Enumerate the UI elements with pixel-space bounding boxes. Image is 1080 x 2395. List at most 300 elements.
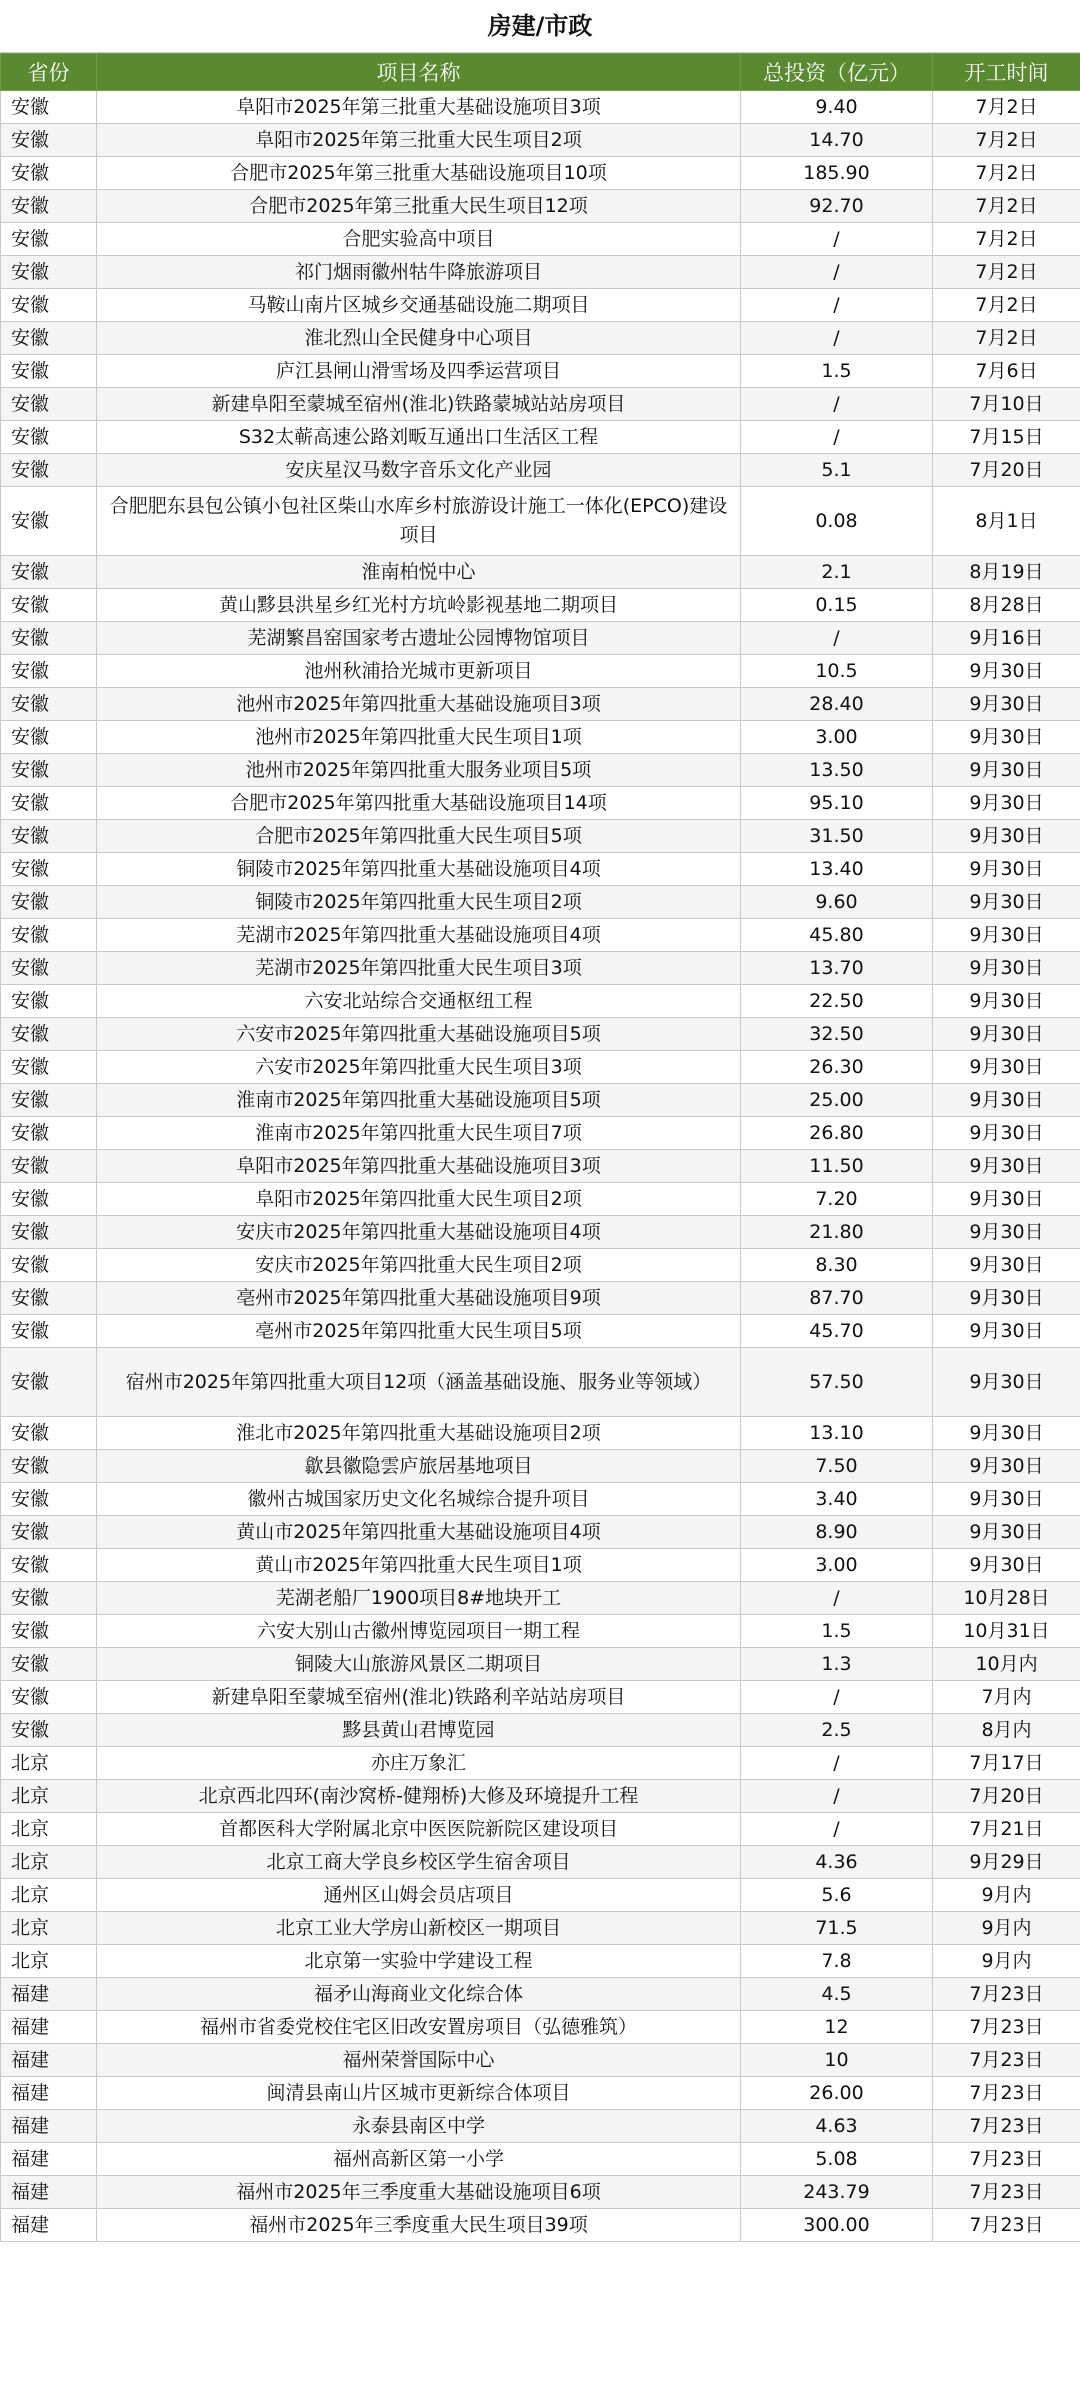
- cell-project-name: 合肥市2025年第四批重大基础设施项目14项: [97, 787, 741, 820]
- cell-project-name: 亦庄万象汇: [97, 1747, 741, 1780]
- cell-investment: /: [741, 1780, 933, 1813]
- cell-start-time: 9月30日: [933, 1249, 1080, 1282]
- cell-investment: 13.70: [741, 952, 933, 985]
- header-investment: 总投资（亿元）: [741, 54, 933, 91]
- cell-start-time: 10月内: [933, 1648, 1080, 1681]
- cell-project-name: 马鞍山南片区城乡交通基础设施二期项目: [97, 289, 741, 322]
- table-row: [1, 1150, 1080, 1183]
- cell-investment: 4.5: [741, 1978, 933, 2011]
- cell-province: 安徽: [1, 1282, 97, 1315]
- cell-province: 安徽: [1, 820, 97, 853]
- cell-investment: 1.3: [741, 1648, 933, 1681]
- cell-start-time: 9月16日: [933, 622, 1080, 655]
- table-row: [1, 2011, 1080, 2044]
- table-body: [1, 91, 1080, 2242]
- cell-investment: 4.63: [741, 2110, 933, 2143]
- table-row: [1, 952, 1080, 985]
- cell-investment: 13.10: [741, 1417, 933, 1450]
- cell-project-name: 福州市省委党校住宅区旧改安置房项目（弘德雅筑）: [97, 2011, 741, 2044]
- cell-investment: 3.40: [741, 1483, 933, 1516]
- cell-investment: 22.50: [741, 985, 933, 1018]
- cell-start-time: 7月23日: [933, 2044, 1080, 2077]
- table-row: [1, 1084, 1080, 1117]
- cell-start-time: 9月30日: [933, 655, 1080, 688]
- cell-investment: 2.1: [741, 556, 933, 589]
- cell-investment: /: [741, 1681, 933, 1714]
- cell-province: 安徽: [1, 1516, 97, 1549]
- table-row: [1, 1216, 1080, 1249]
- cell-start-time: 9月30日: [933, 886, 1080, 919]
- cell-project-name: 合肥市2025年第三批重大民生项目12项: [97, 190, 741, 223]
- cell-investment: 87.70: [741, 1282, 933, 1315]
- cell-project-name: 庐江县闸山滑雪场及四季运营项目: [97, 355, 741, 388]
- cell-province: 安徽: [1, 1483, 97, 1516]
- cell-investment: /: [741, 289, 933, 322]
- cell-start-time: 7月2日: [933, 256, 1080, 289]
- table-row: [1, 1615, 1080, 1648]
- cell-province: 福建: [1, 2077, 97, 2110]
- cell-province: 安徽: [1, 1450, 97, 1483]
- cell-project-name: 福矛山海商业文化综合体: [97, 1978, 741, 2011]
- table-row: [1, 853, 1080, 886]
- cell-project-name: 阜阳市2025年第四批重大基础设施项目3项: [97, 1150, 741, 1183]
- cell-investment: 57.50: [741, 1348, 933, 1417]
- table-row: [1, 1945, 1080, 1978]
- cell-project-name: 黄山市2025年第四批重大基础设施项目4项: [97, 1516, 741, 1549]
- cell-investment: /: [741, 322, 933, 355]
- cell-start-time: 7月内: [933, 1681, 1080, 1714]
- cell-province: 安徽: [1, 1417, 97, 1450]
- cell-province: 福建: [1, 2143, 97, 2176]
- cell-project-name: 安庆市2025年第四批重大基础设施项目4项: [97, 1216, 741, 1249]
- cell-project-name: 池州市2025年第四批重大服务业项目5项: [97, 754, 741, 787]
- table-row: [1, 1813, 1080, 1846]
- cell-province: 安徽: [1, 1018, 97, 1051]
- cell-project-name: 歙县徽隐雲庐旅居基地项目: [97, 1450, 741, 1483]
- cell-investment: 26.30: [741, 1051, 933, 1084]
- page-title: 房建/市政: [0, 0, 1080, 53]
- table-row: [1, 2209, 1080, 2242]
- cell-project-name: 铜陵市2025年第四批重大基础设施项目4项: [97, 853, 741, 886]
- cell-project-name: 北京工商大学良乡校区学生宿舍项目: [97, 1846, 741, 1879]
- cell-province: 安徽: [1, 952, 97, 985]
- cell-province: 北京: [1, 1747, 97, 1780]
- cell-project-name: 徽州古城国家历史文化名城综合提升项目: [97, 1483, 741, 1516]
- cell-investment: 4.36: [741, 1846, 933, 1879]
- cell-start-time: 7月23日: [933, 2176, 1080, 2209]
- cell-province: 安徽: [1, 1084, 97, 1117]
- cell-province: 安徽: [1, 886, 97, 919]
- cell-province: 北京: [1, 1846, 97, 1879]
- table-row: [1, 1912, 1080, 1945]
- table-row: [1, 1549, 1080, 1582]
- table-row: [1, 421, 1080, 454]
- cell-investment: 71.5: [741, 1912, 933, 1945]
- table-row: [1, 1681, 1080, 1714]
- cell-investment: 10: [741, 2044, 933, 2077]
- cell-project-name: 北京工业大学房山新校区一期项目: [97, 1912, 741, 1945]
- cell-province: 安徽: [1, 721, 97, 754]
- table-row: [1, 289, 1080, 322]
- table-row: [1, 1450, 1080, 1483]
- cell-start-time: 9月30日: [933, 1315, 1080, 1348]
- cell-start-time: 7月20日: [933, 1780, 1080, 1813]
- cell-investment: 7.8: [741, 1945, 933, 1978]
- cell-start-time: 9月29日: [933, 1846, 1080, 1879]
- table-row: [1, 1417, 1080, 1450]
- table-row: [1, 556, 1080, 589]
- cell-project-name: 新建阜阳至蒙城至宿州(淮北)铁路蒙城站站房项目: [97, 388, 741, 421]
- table-row: [1, 1183, 1080, 1216]
- cell-province: 北京: [1, 1879, 97, 1912]
- cell-project-name: 新建阜阳至蒙城至宿州(淮北)铁路利辛站站房项目: [97, 1681, 741, 1714]
- cell-project-name: 淮南市2025年第四批重大基础设施项目5项: [97, 1084, 741, 1117]
- cell-investment: /: [741, 256, 933, 289]
- cell-province: 安徽: [1, 388, 97, 421]
- cell-province: 安徽: [1, 1315, 97, 1348]
- table-row: [1, 91, 1080, 124]
- cell-start-time: 7月23日: [933, 2077, 1080, 2110]
- cell-start-time: 9月30日: [933, 1084, 1080, 1117]
- table-row: [1, 1714, 1080, 1747]
- cell-province: 福建: [1, 2176, 97, 2209]
- table-row: [1, 2176, 1080, 2209]
- cell-investment: 13.50: [741, 754, 933, 787]
- table-row: [1, 787, 1080, 820]
- cell-investment: 9.60: [741, 886, 933, 919]
- cell-investment: 12: [741, 2011, 933, 2044]
- table-row: [1, 1315, 1080, 1348]
- table-row: [1, 256, 1080, 289]
- cell-start-time: 9月30日: [933, 1450, 1080, 1483]
- table-row: [1, 1846, 1080, 1879]
- cell-start-time: 7月2日: [933, 289, 1080, 322]
- cell-project-name: 安庆市2025年第四批重大民生项目2项: [97, 1249, 741, 1282]
- table-row: [1, 322, 1080, 355]
- cell-start-time: 7月2日: [933, 124, 1080, 157]
- cell-project-name: 池州市2025年第四批重大民生项目1项: [97, 721, 741, 754]
- cell-province: 安徽: [1, 454, 97, 487]
- cell-project-name: 福州荣誉国际中心: [97, 2044, 741, 2077]
- cell-province: 安徽: [1, 256, 97, 289]
- cell-start-time: 8月内: [933, 1714, 1080, 1747]
- cell-investment: 21.80: [741, 1216, 933, 1249]
- table-row: [1, 1780, 1080, 1813]
- table-row: [1, 1879, 1080, 1912]
- cell-province: 安徽: [1, 157, 97, 190]
- cell-investment: 13.40: [741, 853, 933, 886]
- cell-project-name: 合肥肥东县包公镇小包社区柴山水库乡村旅游设计施工一体化(EPCO)建设项目: [97, 487, 741, 556]
- table-row: [1, 1516, 1080, 1549]
- cell-project-name: 铜陵大山旅游风景区二期项目: [97, 1648, 741, 1681]
- cell-start-time: 7月23日: [933, 2143, 1080, 2176]
- cell-province: 安徽: [1, 1249, 97, 1282]
- cell-project-name: 黄山市2025年第四批重大民生项目1项: [97, 1549, 741, 1582]
- cell-start-time: 10月28日: [933, 1582, 1080, 1615]
- header-start-time: 开工时间: [933, 54, 1080, 91]
- cell-start-time: 9月内: [933, 1912, 1080, 1945]
- cell-project-name: 福州市2025年三季度重大民生项目39项: [97, 2209, 741, 2242]
- cell-investment: /: [741, 388, 933, 421]
- cell-investment: 92.70: [741, 190, 933, 223]
- table-row: [1, 2110, 1080, 2143]
- cell-province: 北京: [1, 1945, 97, 1978]
- cell-start-time: 7月23日: [933, 2011, 1080, 2044]
- cell-province: 安徽: [1, 853, 97, 886]
- cell-investment: 7.20: [741, 1183, 933, 1216]
- cell-project-name: 亳州市2025年第四批重大基础设施项目9项: [97, 1282, 741, 1315]
- cell-province: 福建: [1, 2011, 97, 2044]
- table-row: [1, 1483, 1080, 1516]
- table-row: [1, 223, 1080, 256]
- table-row: [1, 1978, 1080, 2011]
- cell-province: 安徽: [1, 1183, 97, 1216]
- cell-start-time: 8月19日: [933, 556, 1080, 589]
- cell-start-time: 7月2日: [933, 91, 1080, 124]
- cell-project-name: 北京第一实验中学建设工程: [97, 1945, 741, 1978]
- cell-investment: 185.90: [741, 157, 933, 190]
- table-row: [1, 1117, 1080, 1150]
- cell-start-time: 7月2日: [933, 322, 1080, 355]
- cell-investment: 5.1: [741, 454, 933, 487]
- cell-start-time: 9月30日: [933, 919, 1080, 952]
- table-row: [1, 1348, 1080, 1417]
- cell-project-name: 六安大别山古徽州博览园项目一期工程: [97, 1615, 741, 1648]
- table-row: [1, 388, 1080, 421]
- cell-start-time: 7月23日: [933, 2110, 1080, 2143]
- cell-province: 安徽: [1, 91, 97, 124]
- cell-investment: 25.00: [741, 1084, 933, 1117]
- cell-start-time: 8月1日: [933, 487, 1080, 556]
- cell-province: 福建: [1, 1978, 97, 2011]
- cell-investment: 0.15: [741, 589, 933, 622]
- cell-start-time: 9月内: [933, 1945, 1080, 1978]
- cell-investment: 8.30: [741, 1249, 933, 1282]
- cell-start-time: 9月30日: [933, 1150, 1080, 1183]
- cell-investment: 5.08: [741, 2143, 933, 2176]
- cell-province: 安徽: [1, 787, 97, 820]
- cell-project-name: 安庆星汉马数字音乐文化产业园: [97, 454, 741, 487]
- cell-start-time: 7月2日: [933, 223, 1080, 256]
- cell-project-name: 祁门烟雨徽州牯牛降旅游项目: [97, 256, 741, 289]
- cell-project-name: 六安市2025年第四批重大民生项目3项: [97, 1051, 741, 1084]
- cell-project-name: 北京西北四环(南沙窝桥-健翔桥)大修及环境提升工程: [97, 1780, 741, 1813]
- cell-investment: 1.5: [741, 355, 933, 388]
- table-row: [1, 919, 1080, 952]
- table-row: [1, 655, 1080, 688]
- cell-investment: 31.50: [741, 820, 933, 853]
- cell-project-name: 宿州市2025年第四批重大项目12项（涵盖基础设施、服务业等领域）: [97, 1348, 741, 1417]
- cell-start-time: 7月20日: [933, 454, 1080, 487]
- cell-investment: 7.50: [741, 1450, 933, 1483]
- cell-start-time: 9月30日: [933, 1417, 1080, 1450]
- cell-investment: 3.00: [741, 1549, 933, 1582]
- cell-project-name: 淮北烈山全民健身中心项目: [97, 322, 741, 355]
- cell-province: 安徽: [1, 190, 97, 223]
- cell-start-time: 9月30日: [933, 853, 1080, 886]
- cell-project-name: 芜湖市2025年第四批重大基础设施项目4项: [97, 919, 741, 952]
- cell-start-time: 9月30日: [933, 721, 1080, 754]
- cell-project-name: 黟县黄山君博览园: [97, 1714, 741, 1747]
- cell-province: 安徽: [1, 1714, 97, 1747]
- cell-investment: 243.79: [741, 2176, 933, 2209]
- cell-start-time: 9月30日: [933, 688, 1080, 721]
- cell-project-name: 首都医科大学附属北京中医医院新院区建设项目: [97, 1813, 741, 1846]
- cell-investment: 1.5: [741, 1615, 933, 1648]
- cell-province: 安徽: [1, 289, 97, 322]
- cell-province: 安徽: [1, 322, 97, 355]
- table-row: [1, 1249, 1080, 1282]
- cell-start-time: 9月30日: [933, 820, 1080, 853]
- cell-province: 福建: [1, 2110, 97, 2143]
- cell-project-name: 铜陵市2025年第四批重大民生项目2项: [97, 886, 741, 919]
- table-row: [1, 355, 1080, 388]
- table-row: [1, 1282, 1080, 1315]
- cell-project-name: 池州秋浦拾光城市更新项目: [97, 655, 741, 688]
- cell-investment: 45.70: [741, 1315, 933, 1348]
- cell-project-name: 阜阳市2025年第三批重大基础设施项目3项: [97, 91, 741, 124]
- cell-province: 福建: [1, 2209, 97, 2242]
- cell-province: 安徽: [1, 589, 97, 622]
- cell-investment: 14.70: [741, 124, 933, 157]
- cell-province: 安徽: [1, 622, 97, 655]
- cell-province: 安徽: [1, 556, 97, 589]
- table-row: [1, 688, 1080, 721]
- cell-project-name: 芜湖市2025年第四批重大民生项目3项: [97, 952, 741, 985]
- cell-investment: 10.5: [741, 655, 933, 688]
- table-row: [1, 2077, 1080, 2110]
- cell-province: 北京: [1, 1813, 97, 1846]
- cell-project-name: 芜湖老船厂1900项目8#地块开工: [97, 1582, 741, 1615]
- cell-project-name: 福州市2025年三季度重大基础设施项目6项: [97, 2176, 741, 2209]
- table-row: [1, 820, 1080, 853]
- cell-province: 安徽: [1, 919, 97, 952]
- cell-investment: /: [741, 1582, 933, 1615]
- cell-start-time: 7月15日: [933, 421, 1080, 454]
- cell-start-time: 8月28日: [933, 589, 1080, 622]
- cell-province: 北京: [1, 1780, 97, 1813]
- cell-start-time: 9月30日: [933, 1282, 1080, 1315]
- table-row: [1, 1648, 1080, 1681]
- cell-project-name: 淮南柏悦中心: [97, 556, 741, 589]
- cell-project-name: 六安北站综合交通枢纽工程: [97, 985, 741, 1018]
- cell-province: 安徽: [1, 1681, 97, 1714]
- table-row: [1, 1582, 1080, 1615]
- cell-province: 福建: [1, 2044, 97, 2077]
- cell-investment: /: [741, 421, 933, 454]
- cell-project-name: 黄山黟县洪星乡红光村方坑岭影视基地二期项目: [97, 589, 741, 622]
- header-province: 省份: [1, 54, 97, 91]
- cell-investment: 11.50: [741, 1150, 933, 1183]
- cell-start-time: 7月17日: [933, 1747, 1080, 1780]
- cell-investment: 3.00: [741, 721, 933, 754]
- cell-project-name: 淮南市2025年第四批重大民生项目7项: [97, 1117, 741, 1150]
- table-row: [1, 454, 1080, 487]
- cell-project-name: 通州区山姆会员店项目: [97, 1879, 741, 1912]
- cell-start-time: 9月30日: [933, 1018, 1080, 1051]
- cell-investment: /: [741, 223, 933, 256]
- cell-project-name: 阜阳市2025年第四批重大民生项目2项: [97, 1183, 741, 1216]
- cell-project-name: 合肥市2025年第三批重大基础设施项目10项: [97, 157, 741, 190]
- cell-start-time: 7月2日: [933, 157, 1080, 190]
- cell-project-name: 芜湖繁昌窑国家考古遗址公园博物馆项目: [97, 622, 741, 655]
- cell-province: 安徽: [1, 1582, 97, 1615]
- cell-investment: 26.80: [741, 1117, 933, 1150]
- table-row: [1, 1018, 1080, 1051]
- cell-start-time: 9月30日: [933, 1483, 1080, 1516]
- cell-province: 安徽: [1, 487, 97, 556]
- project-table: [0, 53, 1080, 2242]
- cell-province: 北京: [1, 1912, 97, 1945]
- cell-start-time: 9月30日: [933, 787, 1080, 820]
- cell-project-name: 亳州市2025年第四批重大民生项目5项: [97, 1315, 741, 1348]
- cell-start-time: 9月30日: [933, 1051, 1080, 1084]
- cell-start-time: 9月30日: [933, 952, 1080, 985]
- cell-province: 安徽: [1, 1216, 97, 1249]
- table-row: [1, 190, 1080, 223]
- cell-province: 安徽: [1, 1348, 97, 1417]
- cell-start-time: 7月23日: [933, 1978, 1080, 2011]
- cell-start-time: 9月30日: [933, 1348, 1080, 1417]
- cell-province: 安徽: [1, 1117, 97, 1150]
- cell-province: 安徽: [1, 421, 97, 454]
- cell-start-time: 9月30日: [933, 1516, 1080, 1549]
- table-row: [1, 721, 1080, 754]
- cell-province: 安徽: [1, 688, 97, 721]
- cell-start-time: 9月30日: [933, 1216, 1080, 1249]
- cell-investment: 8.90: [741, 1516, 933, 1549]
- table-row: [1, 589, 1080, 622]
- cell-province: 安徽: [1, 1648, 97, 1681]
- table-row: [1, 487, 1080, 556]
- cell-province: 安徽: [1, 1549, 97, 1582]
- cell-project-name: 合肥市2025年第四批重大民生项目5项: [97, 820, 741, 853]
- cell-project-name: S32太蕲高速公路刘畈互通出口生活区工程: [97, 421, 741, 454]
- table-row: [1, 1747, 1080, 1780]
- cell-start-time: 9月内: [933, 1879, 1080, 1912]
- cell-start-time: 7月6日: [933, 355, 1080, 388]
- cell-start-time: 9月30日: [933, 754, 1080, 787]
- table-row: [1, 124, 1080, 157]
- cell-province: 安徽: [1, 1150, 97, 1183]
- cell-investment: 45.80: [741, 919, 933, 952]
- cell-province: 安徽: [1, 355, 97, 388]
- cell-project-name: 六安市2025年第四批重大基础设施项目5项: [97, 1018, 741, 1051]
- cell-investment: 2.5: [741, 1714, 933, 1747]
- cell-investment: 28.40: [741, 688, 933, 721]
- cell-province: 安徽: [1, 655, 97, 688]
- table-row: [1, 2044, 1080, 2077]
- cell-investment: 26.00: [741, 2077, 933, 2110]
- cell-start-time: 7月21日: [933, 1813, 1080, 1846]
- cell-project-name: 福州高新区第一小学: [97, 2143, 741, 2176]
- cell-investment: 0.08: [741, 487, 933, 556]
- cell-investment: 300.00: [741, 2209, 933, 2242]
- cell-start-time: 7月23日: [933, 2209, 1080, 2242]
- cell-start-time: 9月30日: [933, 1117, 1080, 1150]
- cell-investment: 9.40: [741, 91, 933, 124]
- cell-project-name: 淮北市2025年第四批重大基础设施项目2项: [97, 1417, 741, 1450]
- cell-province: 安徽: [1, 754, 97, 787]
- header-project-name: 项目名称: [97, 54, 741, 91]
- table-row: [1, 886, 1080, 919]
- table-row: [1, 2143, 1080, 2176]
- cell-investment: /: [741, 622, 933, 655]
- cell-investment: 32.50: [741, 1018, 933, 1051]
- cell-project-name: 池州市2025年第四批重大基础设施项目3项: [97, 688, 741, 721]
- table-row: [1, 622, 1080, 655]
- cell-province: 安徽: [1, 223, 97, 256]
